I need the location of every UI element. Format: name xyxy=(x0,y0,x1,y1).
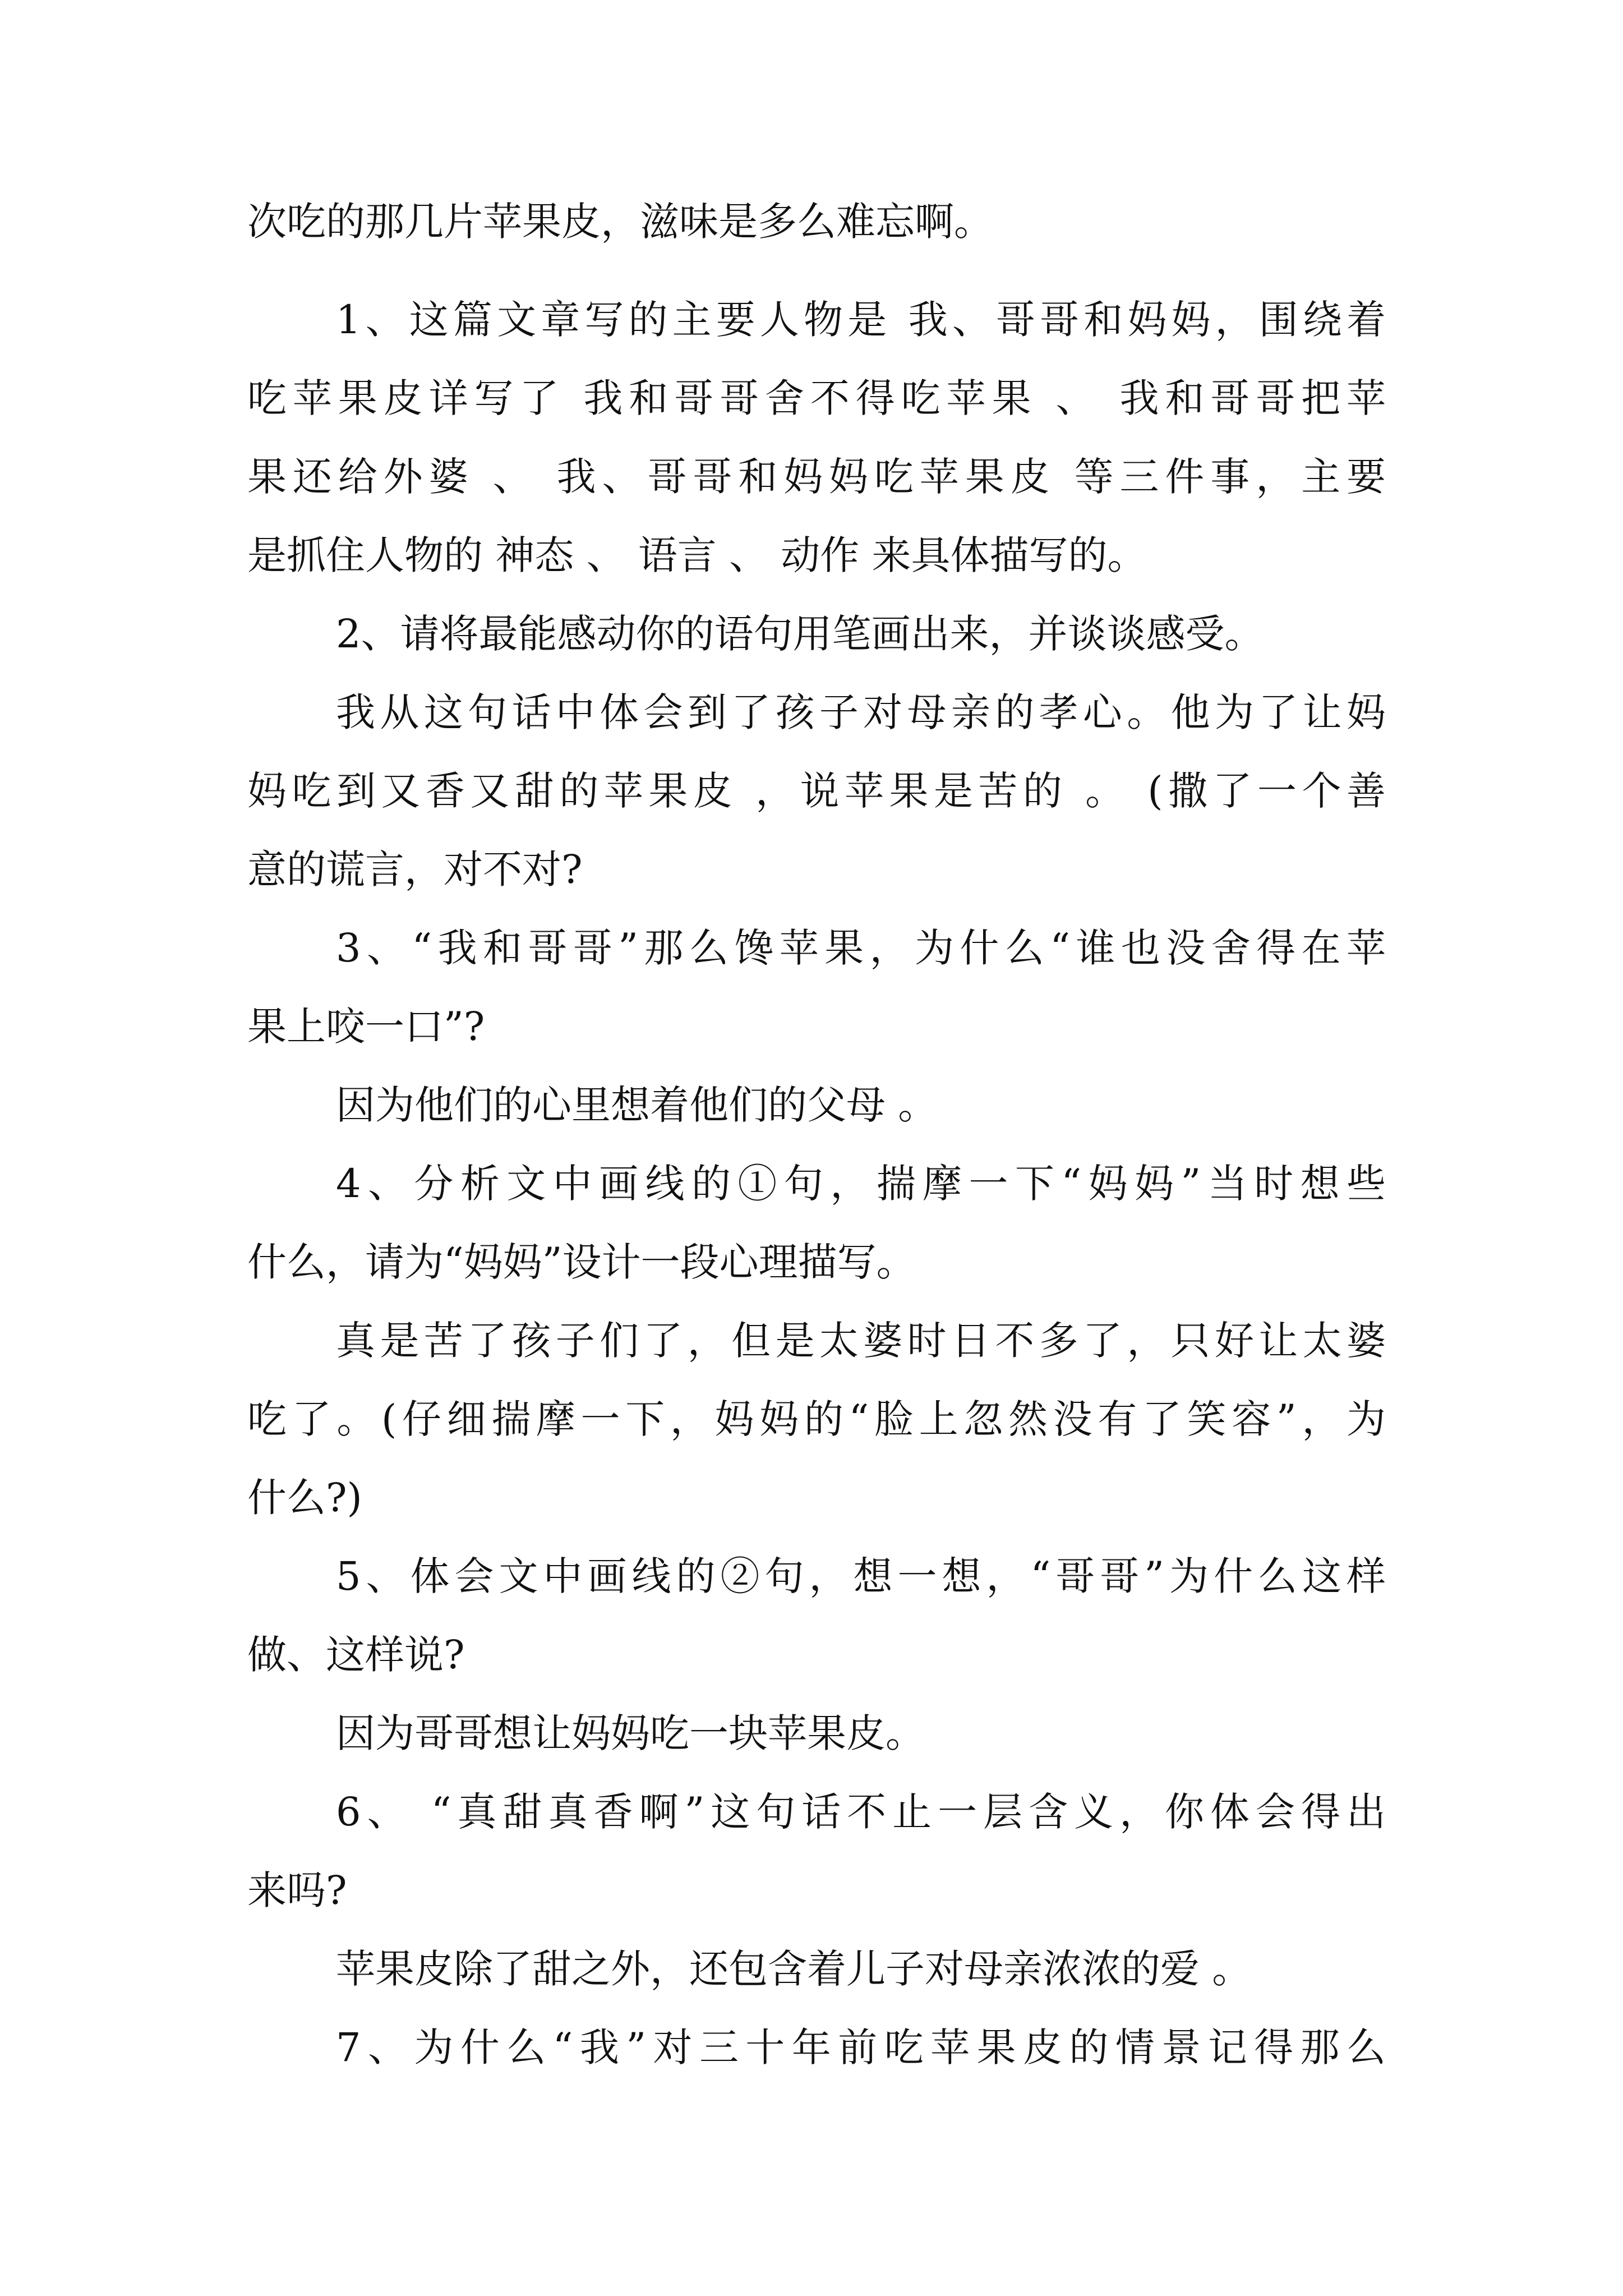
answer-2-line-1: 我从这句话中体会到了孩子对母亲的孝心。他为了让妈 xyxy=(336,689,1386,735)
document-page xyxy=(247,0,1386,2296)
question-4-line-1: 4、分析文中画线的①句，揣摩一下“妈妈”当时想些 xyxy=(336,1161,1386,1207)
question-1-line-3: 果还给外婆 、 我、哥哥和妈妈吃苹果皮 等三件事，主要 xyxy=(247,454,1386,500)
question-2: 2、请将最能感动你的语句用笔画出来，并谈谈感受。 xyxy=(336,611,1264,657)
question-6-line-2: 来吗? xyxy=(247,1867,347,1913)
question-3-line-2: 果上咬一口”? xyxy=(247,1004,485,1050)
question-1-line-2: 吃苹果皮详写了 我和哥哥舍不得吃苹果 、 我和哥哥把苹 xyxy=(247,375,1386,421)
question-5-line-2: 做、这样说? xyxy=(247,1632,465,1678)
question-7-line-1: 7、为什么“我”对三十年前吃苹果皮的情景记得那么 xyxy=(336,2024,1386,2070)
answer-5: 因为哥哥想让妈妈吃一块苹果皮。 xyxy=(336,1710,925,1756)
question-5-line-1: 5、体会文中画线的②句，想一想，“哥哥”为什么这样 xyxy=(336,1553,1386,1599)
answer-2-line-2: 妈吃到又香又甜的苹果皮 ，说苹果是苦的 。 (撒了一个善 xyxy=(247,768,1386,814)
answer-4-line-1: 真是苦了孩子们了，但是太婆时日不多了，只好让太婆 xyxy=(336,1318,1386,1364)
answer-2-line-3: 意的谎言，对不对? xyxy=(247,846,583,892)
answer-3: 因为他们的心里想着他们的父母 。 xyxy=(336,1082,938,1128)
question-1-line-1: 1、这篇文章写的主要人物是 我、哥哥和妈妈，围绕着 xyxy=(336,297,1386,343)
answer-6: 苹果皮除了甜之外，还包含着儿子对母亲浓浓的爱 。 xyxy=(336,1946,1252,1992)
question-3-line-1: 3、“我和哥哥”那么馋苹果，为什么“谁也没舍得在苹 xyxy=(336,925,1386,971)
question-4-line-2: 什么，请为“妈妈”设计一段心理描写。 xyxy=(247,1239,916,1285)
question-1-line-4: 是抓住人物的 神态 、 语言 、 动作 来具体描写的。 xyxy=(247,532,1147,578)
question-6-line-1: 6、 “真甜真香啊”这句话不止一层含义，你体会得出 xyxy=(336,1789,1386,1835)
answer-4-line-3: 什么?) xyxy=(247,1475,362,1521)
answer-4-line-2: 吃了。(仔细揣摩一下，妈妈的“脸上忽然没有了笑容”，为 xyxy=(247,1396,1386,1442)
text-line: 次吃的那几片苹果皮，滋味是多么难忘啊。 xyxy=(247,199,993,245)
